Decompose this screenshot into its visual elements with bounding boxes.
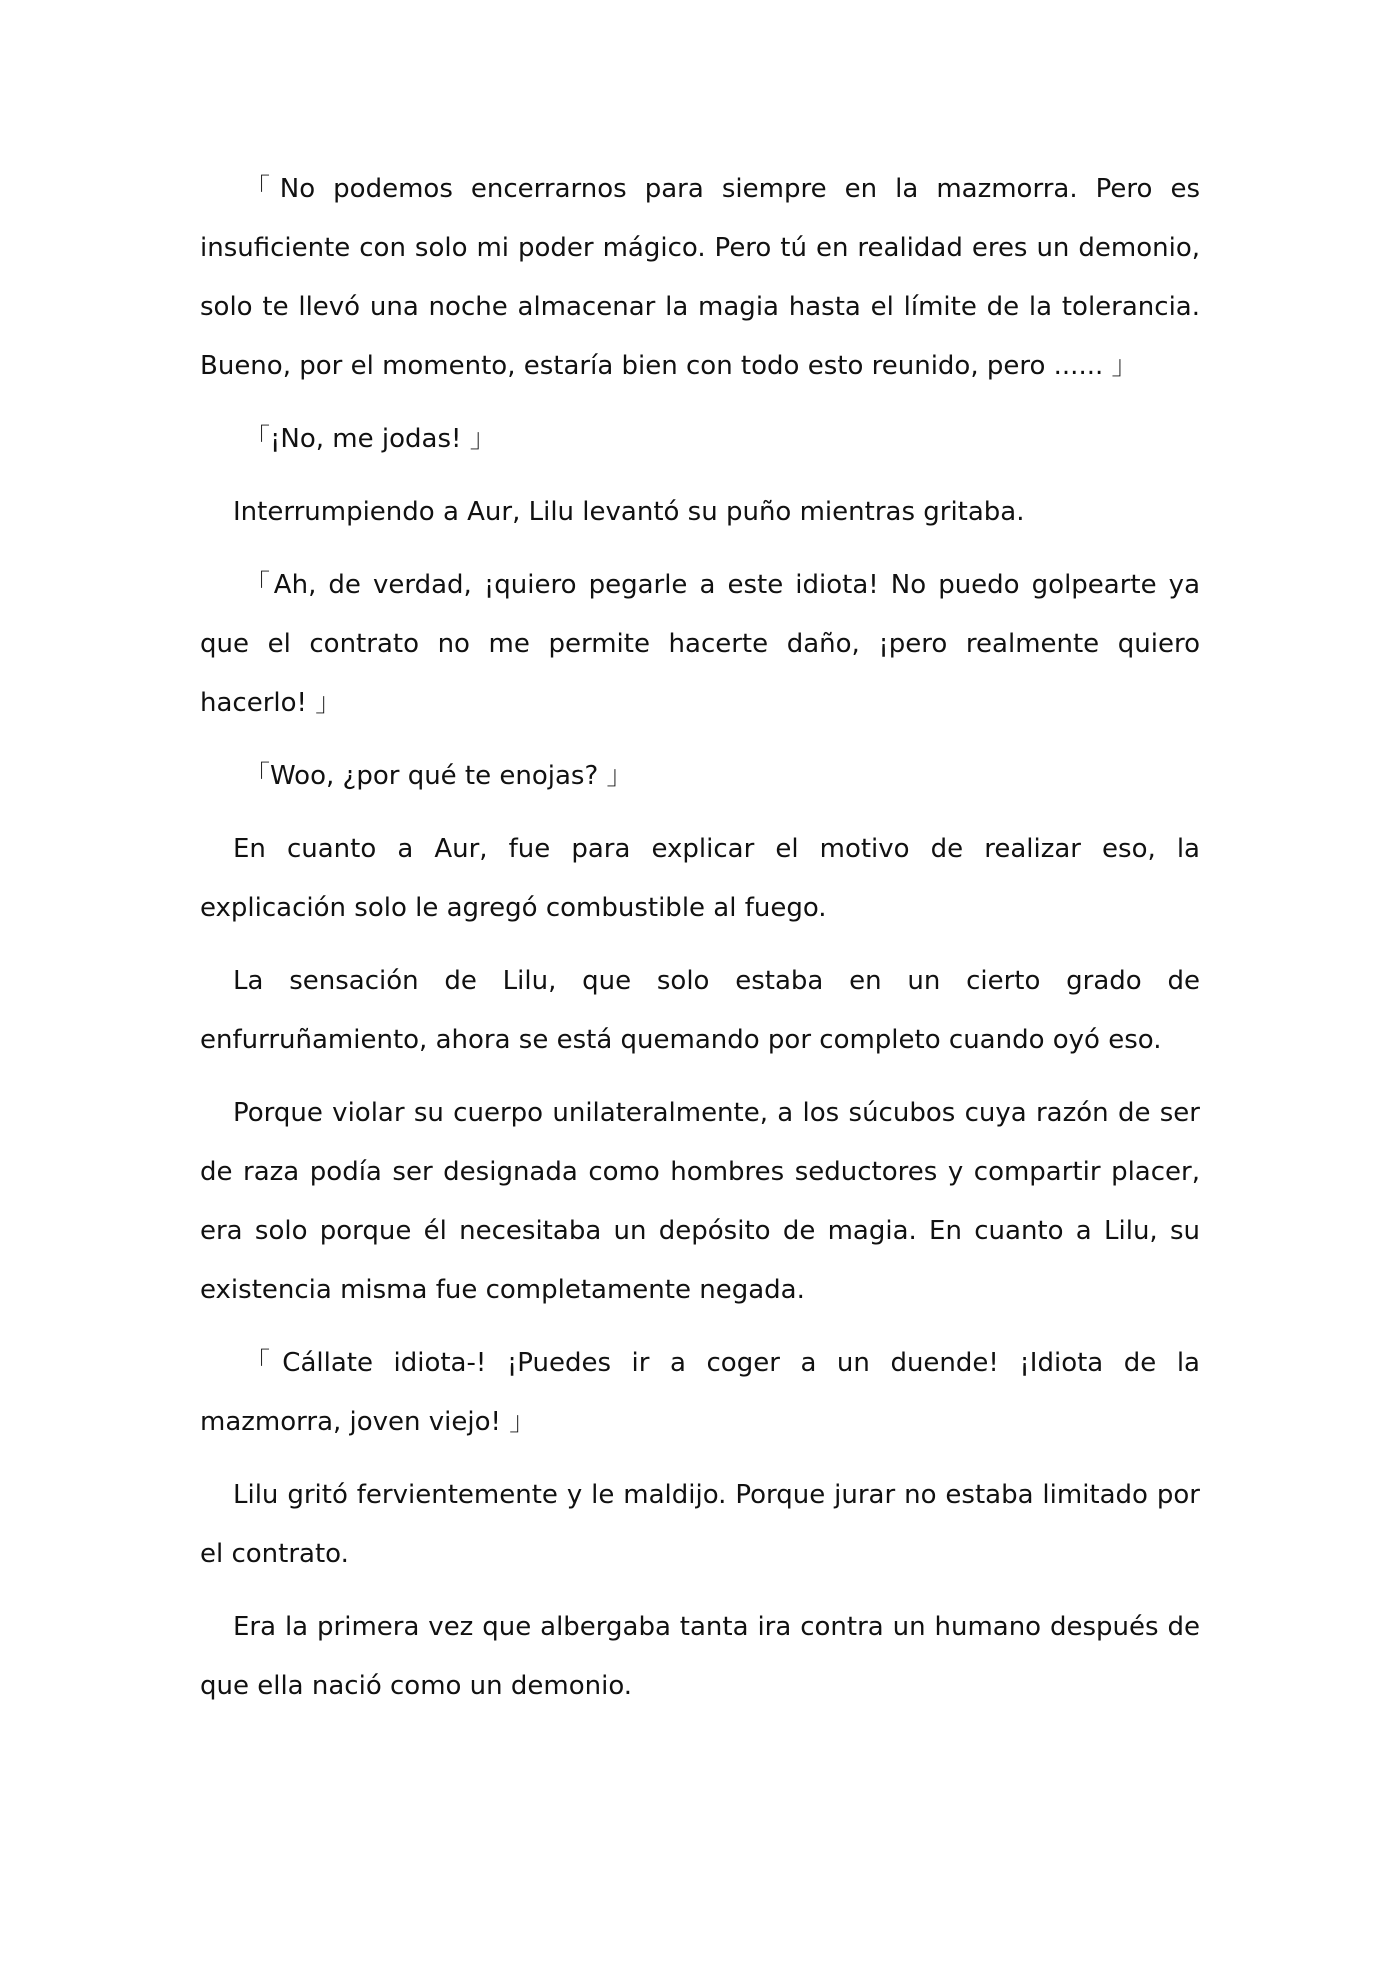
paragraph-dialogue: 「No podemos encerrarnos para siempre en la mazmorra. Pero es insuficiente con solo mi poder mágico. Pero tú en realidad eres un demonio, solo te llevó una noche almacenar la magia hasta el límite de la tolerancia. Bueno, por el momento, estaría bien con todo esto reunido, pero ...... 」 <box>200 174 1200 381</box>
paragraph-dialogue: 「Cállate idiota-! ¡Puedes ir a coger a un duende! ¡Idiota de la mazmorra, joven viejo! 」 <box>200 1348 1200 1437</box>
paragraph-narration: En cuanto a Aur, fue para explicar el motivo de realizar eso, la explicación solo le agregó combustible al fuego. <box>200 834 1200 923</box>
body-text <box>200 160 1200 1730</box>
paragraph-narration: Porque violar su cuerpo unilateralmente, a los súcubos cuya razón de ser de raza podía ser designada como hombres seductores y compartir placer, era solo porque él necesitaba un depósito de magia. En cuanto a Lilu, su existencia misma fue completamente negada. <box>200 1098 1200 1305</box>
paragraph-dialogue: 「Woo, ¿por qué te enojas? 」 <box>244 761 633 791</box>
paragraph-narration: Interrumpiendo a Aur, Lilu levantó su puño mientras gritaba. <box>233 497 1025 527</box>
paragraph-narration: La sensación de Lilu, que solo estaba en un cierto grado de enfurruñamiento, ahora se está quemando por completo cuando oyó eso. <box>200 966 1200 1055</box>
paragraph-narration: Era la primera vez que albergaba tanta ira contra un humano después de que ella nació como un demonio. <box>200 1612 1200 1701</box>
paragraph-dialogue: 「Ah, de verdad, ¡quiero pegarle a este idiota! No puedo golpearte ya que el contrato no me permite hacerte daño, ¡pero realmente quiero hacerlo! 」 <box>200 570 1200 718</box>
paragraph-narration: Lilu gritó fervientemente y le maldijo. Porque jurar no estaba limitado por el contrato. <box>200 1480 1200 1569</box>
paragraph-dialogue: 「¡No, me jodas! 」 <box>244 424 496 454</box>
